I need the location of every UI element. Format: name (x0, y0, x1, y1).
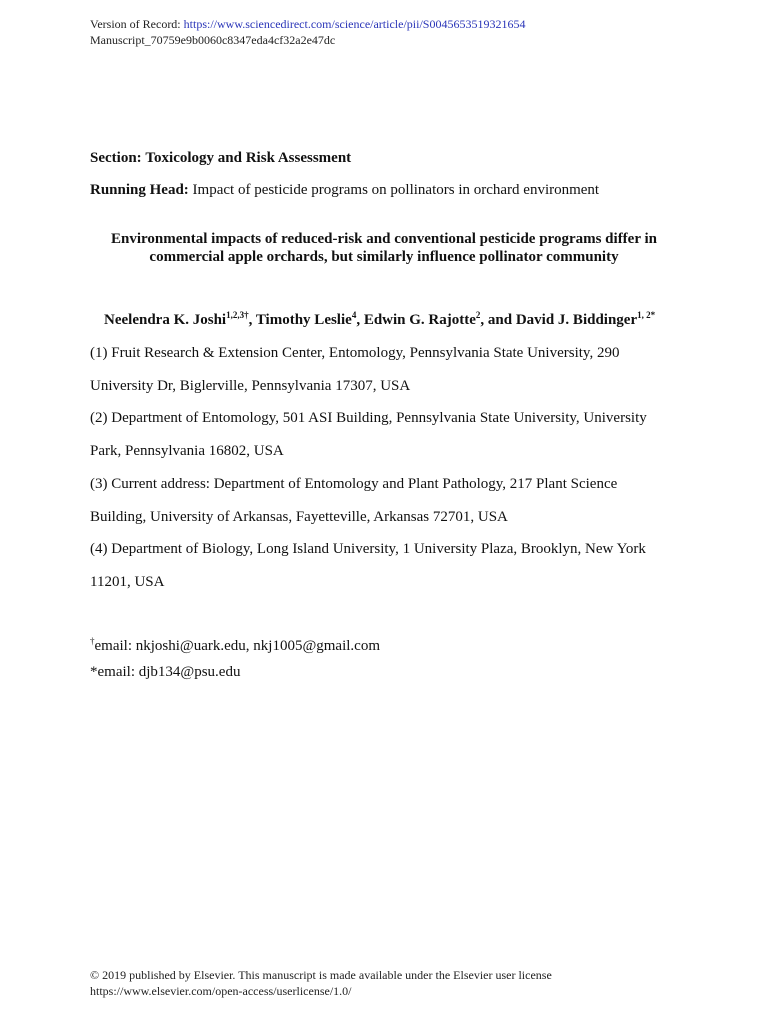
article-title (90, 230, 678, 266)
author-name: Edwin G. Rajotte (363, 312, 476, 328)
affiliation-3-line-2: Building, University of Arkansas, Fayetteville, Arkansas 72701, USA (90, 509, 508, 525)
section-value: Toxicology and Risk Assessment (145, 150, 352, 166)
author-affiliation-mark: 1,2,3† (226, 310, 249, 320)
running-head-label: Running Head: (90, 182, 189, 198)
article-title-line-1: Environmental impacts of reduced-risk and conventional pesticide programs differ in (111, 231, 657, 247)
license-link[interactable]: https://www.elsevier.com/open-access/userlicense/1.0/ (90, 984, 352, 998)
version-of-record-label: Version of Record: (90, 17, 184, 31)
running-head-value: Impact of pesticide programs on pollinators in orchard environment (192, 182, 600, 198)
author-separator: , (356, 312, 364, 328)
dagger-mark: † (90, 636, 95, 646)
author-name: Neelendra K. Joshi (104, 312, 227, 328)
article-title-line-2: commercial apple orchards, but similarly influence pollinator community (149, 249, 619, 265)
affiliation-1-line-1: (1) Fruit Research & Extension Center, Entomology, Pennsylvania State University, 290 (90, 345, 620, 361)
affiliation-1-line-2: University Dr, Biglerville, Pennsylvania 17307, USA (90, 378, 411, 394)
affiliation-4-line-2: 11201, USA (90, 574, 165, 590)
version-of-record-link[interactable]: https://www.sciencedirect.com/science/article/pii/S0045653519321654 (183, 17, 526, 31)
author-list (104, 311, 655, 329)
email-1-text: email: nkjoshi@uark.edu, nkj1005@gmail.com (94, 638, 380, 654)
license-statement: © 2019 published by Elsevier. This manuscript is made available under the Elsevier user license (90, 968, 552, 982)
section-label: Section: (90, 150, 142, 166)
running-head-line (90, 181, 599, 199)
author-name: David J. Biddinger (515, 312, 638, 328)
affiliation-2-line-1: (2) Department of Entomology, 501 ASI Building, Pennsylvania State University, University (90, 410, 647, 426)
affiliation-2-line-2: Park, Pennsylvania 16802, USA (90, 443, 284, 459)
corresponding-email-2: *email: djb134@psu.edu (90, 664, 241, 680)
version-of-record-line (90, 17, 525, 31)
author-separator: , (248, 312, 256, 328)
manuscript-id: Manuscript_70759e9b0060c8347eda4cf32a2e47dc (90, 33, 336, 47)
author-affiliation-mark: 2 (475, 310, 481, 320)
section-line (90, 149, 351, 167)
author-affiliation-mark: 4 (351, 310, 357, 320)
author-affiliation-mark: 1, 2* (637, 310, 656, 320)
corresponding-email-1 (90, 637, 380, 655)
author-separator: , and (480, 312, 516, 328)
author-name: Timothy Leslie (255, 312, 352, 328)
affiliation-3-line-1: (3) Current address: Department of Entomology and Plant Pathology, 217 Plant Science (90, 476, 618, 492)
affiliation-4-line-1: (4) Department of Biology, Long Island University, 1 University Plaza, Brooklyn, New York (90, 541, 646, 557)
